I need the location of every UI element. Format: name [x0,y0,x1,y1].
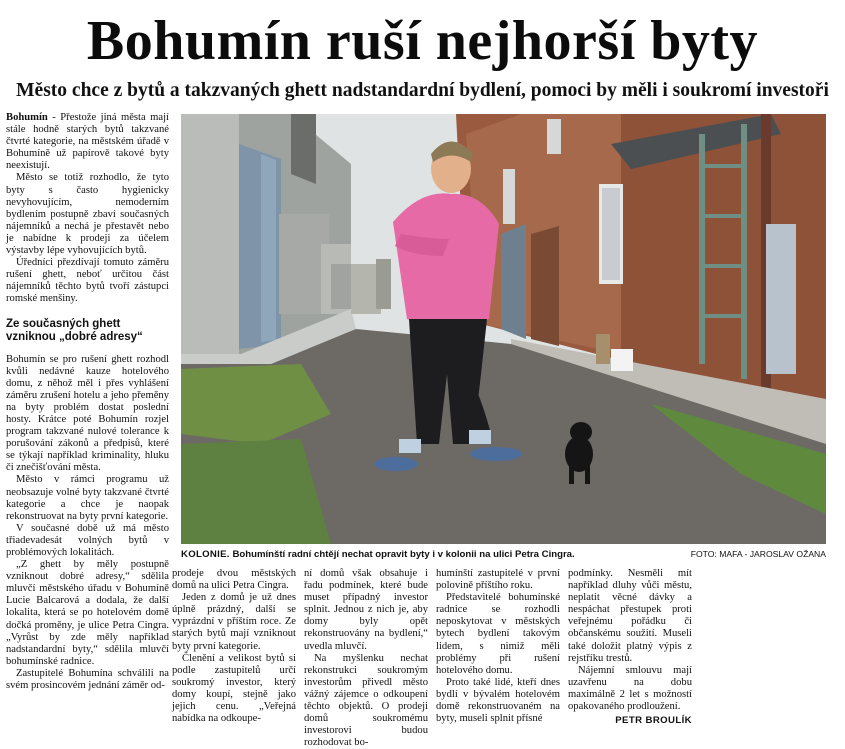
col2-paragraph-2: Jeden z domů je už dnes úplně prázdný, další se vyprázdní v příštím roce. Ze starých bytů mají vzniknout byty první kategorie. [172,592,296,652]
paragraph-7: „Z ghett by měly postupně vzniknout dobré adresy,“ sdělila mluvčí městského úřadu v Bohumíně Lucie Balcarová a dodala, že další lokalita, která se po hotelovém domě dočká proměny, je ulice Petra Cingra. „Vyrůst by zde měly například nadstandardní byty,“ sdělila mluvčí bohumínské radnice. [6,559,169,667]
photo-illustration [181,114,826,544]
col4-paragraph-1: humínští zastupitelé v první polovině příštího roku. [436,568,560,592]
paragraph-6: V současné době už má město třiadevadesát volných bytů v problémových lokalitách. [6,522,169,558]
paragraph-2: Město se totiž rozhodlo, že tyto byty s často hygienicky nevyhovujícím, nemoderním bydlením postupně zbaví současných nájemníků a nechá je přestavět nebo je nabídne k prodeji za účelem výstavby lépe vyhovujících bytů. [6,172,169,257]
paragraph-8: Zastupitelé Bohumína schválili na svém prosincovém jednání záměr od- [6,667,169,692]
text-column-5 [568,568,692,727]
text-column-2 [172,568,296,725]
text-column-4 [436,568,560,725]
col3-paragraph-2: Na myšlenku nechat rekonstrukci soukromým investorům přivedl město vážný zájemce o odkoupení těchto objektů. O prodeji domů soukromému investorovi budou rozhodovat bo- [304,652,428,749]
author-byline: PETR BROULÍK [615,715,692,727]
col4-paragraph-3: Proto také lidé, kteří dnes bydlí v bývalém hotelovém domě rekonstruovaném na byty, museli splnit přísné [436,676,560,725]
paragraph-3: Úředníci přezdívají tomuto záměru rušení ghett, neboť určitou část nájemníků těchto bytů tvoří zástupci romské menšiny. [6,257,169,305]
paragraph-1 [6,112,169,172]
subheadline: Město chce z bytů a takzvaných ghett nadstandardní bydlení, pomoci by měli i soukromí investoři [16,80,829,101]
col2-paragraph-3: Členění a velikost bytů si podle zastupitelů určí soukromý investor, který domy koupí, stejně jako jejich cenu. „Veřejná nabídka na odkoupe- [172,652,296,725]
col5-paragraph-1: podmínky. Nesměli mít například dluhy vůči městu, neplatit věcné dávky a nespáchat přestupek proti veřejnému pořádku či občanskému soužití. Museli také doložit platný výpis z rejstříku trestů. [568,568,692,664]
headline: Bohumín ruší nejhorší byty [86,10,759,72]
section-heading: Ze současných ghett vzniknou „dobré adresy“ [6,317,143,343]
photo-credit: FOTO: MAFA - JAROSLAV OŽANA [690,549,826,559]
col2-paragraph-1: prodeje dvou městských domů na ulici Petra Cingra. [172,568,296,592]
bottom-article-columns [172,568,832,749]
text-column-3 [304,568,428,749]
paragraph-4: Bohumín se pro rušení ghett rozhodl kvůli nedávné kauze hotelového domu, z něhož měl i přes vyhlášení záměru zrušení hotelu a jeho přeměny na byty problém dostat poslední hosty. Krátce poté Bohumín rozjel program takzvané nulové tolerance k porušování zákonů a předpisů, které se týkají například kriminality, hluku či znečišťování města. [6,353,169,474]
col3-paragraph-1: ní domů však obsahuje i řadu podmínek, které bude muset případný investor splnit. Jednou z nich je, aby domy byly opět rekonstruovány na bydlení,“ uvedla mluvčí. [304,568,428,652]
caption-lead: KOLONIE. [181,549,230,560]
photo-caption [181,547,826,562]
article-photo [181,114,826,544]
paragraph-1-text: - Přestože jiná města mají stále hodně starých bytů takzvané čtvrté kategorie, na městském úřadě v Bohumíně už papírově takové byty neexistují. [6,112,169,172]
left-article-column [6,112,169,707]
col5-paragraph-2: Nájemní smlouvu mají uzavřenu na dobu maximálně 2 let s možností opakovaného prodloužení. [568,664,692,713]
caption-text: Bohumínští radní chtějí nechat opravit byty i v kolonii na ulici Petra Cingra. [229,549,575,560]
paragraph-5: Město v rámci programu už neobsazuje volné byty takzvané čtvrté kategorie a chce je naopak rekonstruovat na byty první kategorie. [6,474,169,522]
dateline: Bohumín [6,112,48,123]
col4-paragraph-2: Představitelé bohumínské radnice se rozhodli neposkytovat v městských bytech bydlení takovým lidem, s nimiž měli problémy při rušení hotelového domu. [436,592,560,676]
